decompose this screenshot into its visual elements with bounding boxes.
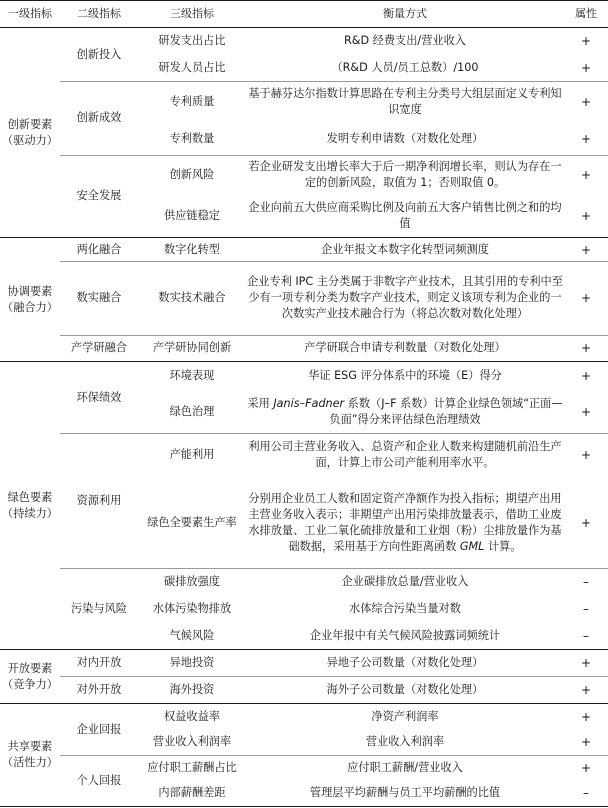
level2-item: 创新投入 [76, 47, 122, 61]
measure-cell: 利用公司主营业务收入、总资产和企业人数来构建随机前沿生产面，计算上市公司产能利用率水平。 [248, 440, 562, 469]
measure-cell: 水体综合污染当量对数 [349, 601, 461, 615]
level1-coordination: 协调要素 （融合力） [2, 284, 58, 314]
measure-cell: 企业向前五大供应商采购比例及向前五大客户销售比例之和的均值 [248, 201, 562, 230]
level3-cell: 研发支出占比 [158, 34, 226, 47]
attribute-cell: + [580, 760, 592, 775]
measure-cell: 基于赫芬达尔指数计算思路在专利主分类号大组层面定义专利知识宽度 [248, 87, 562, 116]
level3-cell: 数实技术融合 [158, 291, 226, 304]
measure-cell: 若企业研发支出增长率大于后一期净利润增长率，则认为存在一定的创新风险，取值为 1；否则取值 0。 [248, 160, 562, 189]
level3-cell: 供应链稳定 [164, 209, 220, 222]
header-level2: 二级指标 [77, 6, 121, 20]
header-level3: 三级指标 [170, 6, 214, 20]
level1-sharing: 共享要素 （活性力） [2, 740, 58, 769]
table-bottom-rule [0, 806, 608, 807]
attribute-cell: + [580, 168, 592, 182]
level2-item: 企业回报 [76, 722, 122, 736]
attribute-cell: – [583, 628, 589, 643]
level3-cell: 产能利用 [169, 448, 215, 461]
level2-item: 数实融合 [76, 291, 122, 304]
measure-cell: 海外子公司数量（对数化处理） [326, 682, 484, 696]
measure-cell: 净资产利润率 [371, 709, 439, 723]
level3-cell: 碳排放强度 [164, 574, 220, 588]
level2-item: 资源利用 [76, 493, 122, 507]
level3-cell: 数字化转型 [164, 242, 220, 256]
level2-item: 对外开放 [76, 682, 122, 696]
level1-innovation: 创新要素 （驱动力） [2, 117, 58, 147]
level3-cell: 环境表现 [169, 369, 215, 382]
measure-cell: 产学研联合申请专利数量（对数化处理） [304, 341, 506, 354]
attribute-cell: + [580, 709, 592, 724]
measure-cell: 分别用企业员工人数和固定资产净额作为投入指标；期望产出用主营业务收入表示；非期望产出用污染排放量表示，借助工业废水排放量、工业二氧化硫排放量和工业烟（粉）尘排放量作为基础数据，采用基于方向性距离函数 GML 计算。 [248, 491, 562, 553]
measure-cell: 企业专利 IPC 主分类属于非数字产业技术，且其引用的专利中至少有一项专利分类为数字产业技术，则定义该项专利为企业的一次数实产业技术融合行为（将总次数对数化处理） [247, 275, 563, 320]
level3-cell: 水体污染物排放 [152, 601, 232, 615]
measure-cell: R&D 经费支出/营业收入 [344, 34, 466, 47]
attribute-cell: + [580, 242, 592, 257]
level3-cell: 营业收入利润率 [152, 735, 232, 748]
attribute-cell: + [580, 404, 592, 419]
attribute-cell: – [583, 601, 589, 616]
measure-cell: 异地子公司数量（对数化处理） [326, 656, 484, 669]
header-measure: 衡量方式 [383, 6, 427, 20]
level3-cell: 研发人员占比 [158, 60, 226, 74]
attribute-cell: + [580, 682, 592, 697]
level1-green: 绿色要素 （持续力） [2, 490, 58, 520]
level2-item: 产学研融合 [71, 341, 127, 354]
level3-cell: 创新风险 [169, 168, 215, 181]
attribute-cell: + [580, 448, 592, 462]
level3-cell: 专利质量 [169, 95, 215, 108]
attribute-cell: + [580, 95, 592, 109]
attribute-cell: – [583, 786, 589, 800]
level3-cell: 权益收益率 [164, 709, 220, 723]
level3-cell: 异地投资 [169, 656, 215, 669]
measure-cell: 管理层平均薪酬与员工平均薪酬的比值 [309, 786, 501, 799]
measure-cell: （R&D 人员/员工总数）/100 [331, 60, 479, 74]
attribute-cell: + [580, 60, 592, 75]
measure-cell: 发明专利申请数（对数化处理） [326, 132, 484, 145]
level3-cell: 应付职工薪酬占比 [147, 760, 237, 774]
level2-item: 安全发展 [76, 189, 122, 202]
attribute-cell: + [580, 34, 592, 48]
level2-item: 对内开放 [76, 656, 122, 669]
level2-item: 两化融合 [76, 242, 122, 256]
level3-cell: 海外投资 [169, 682, 215, 696]
level2-item: 个人回报 [76, 773, 122, 787]
measure-cell: 营业收入利润率 [365, 735, 445, 748]
attribute-cell: + [580, 291, 592, 305]
attribute-cell: + [580, 515, 592, 530]
measure-cell: 企业年报文本数字化转型词频测度 [321, 242, 489, 256]
attribute-cell: – [583, 574, 589, 589]
measure-cell: 华证 ESG 评分体系中的环境（E）得分 [308, 369, 502, 382]
header-level1: 一级指标 [8, 6, 52, 20]
attribute-cell: + [580, 369, 592, 383]
level2-item: 环保绩效 [76, 390, 122, 404]
level3-cell: 绿色治理 [169, 404, 215, 418]
header-attribute: 属性 [575, 6, 597, 20]
level3-cell: 内部薪酬差距 [158, 786, 226, 799]
measure-cell: 企业碳排放总量/营业收入 [341, 574, 469, 588]
level3-cell: 专利数量 [169, 132, 215, 145]
level3-cell: 产学研协同创新 [152, 341, 232, 354]
measure-cell: 应付职工薪酬/营业收入 [347, 760, 463, 774]
level3-cell: 绿色全要素生产率 [147, 515, 237, 529]
attribute-cell: + [580, 656, 592, 670]
level2-item: 污染与风险 [71, 601, 127, 615]
level1-openness: 开放要素 （竞争力） [2, 661, 58, 691]
measure-cell: 企业年报中有关气候风险披露词频统计 [309, 628, 501, 642]
level3-cell: 气候风险 [169, 628, 215, 642]
measure-cell: 采用 Janis–Fadner 系数（J–F 系数）计算企业绿色领域“正面—负面”得分来评估绿色治理绩效 [247, 396, 563, 426]
attribute-cell: + [580, 341, 592, 355]
attribute-cell: + [580, 132, 592, 146]
level2-item: 创新成效 [76, 111, 122, 124]
attribute-cell: + [580, 209, 592, 223]
attribute-cell: + [580, 735, 592, 749]
